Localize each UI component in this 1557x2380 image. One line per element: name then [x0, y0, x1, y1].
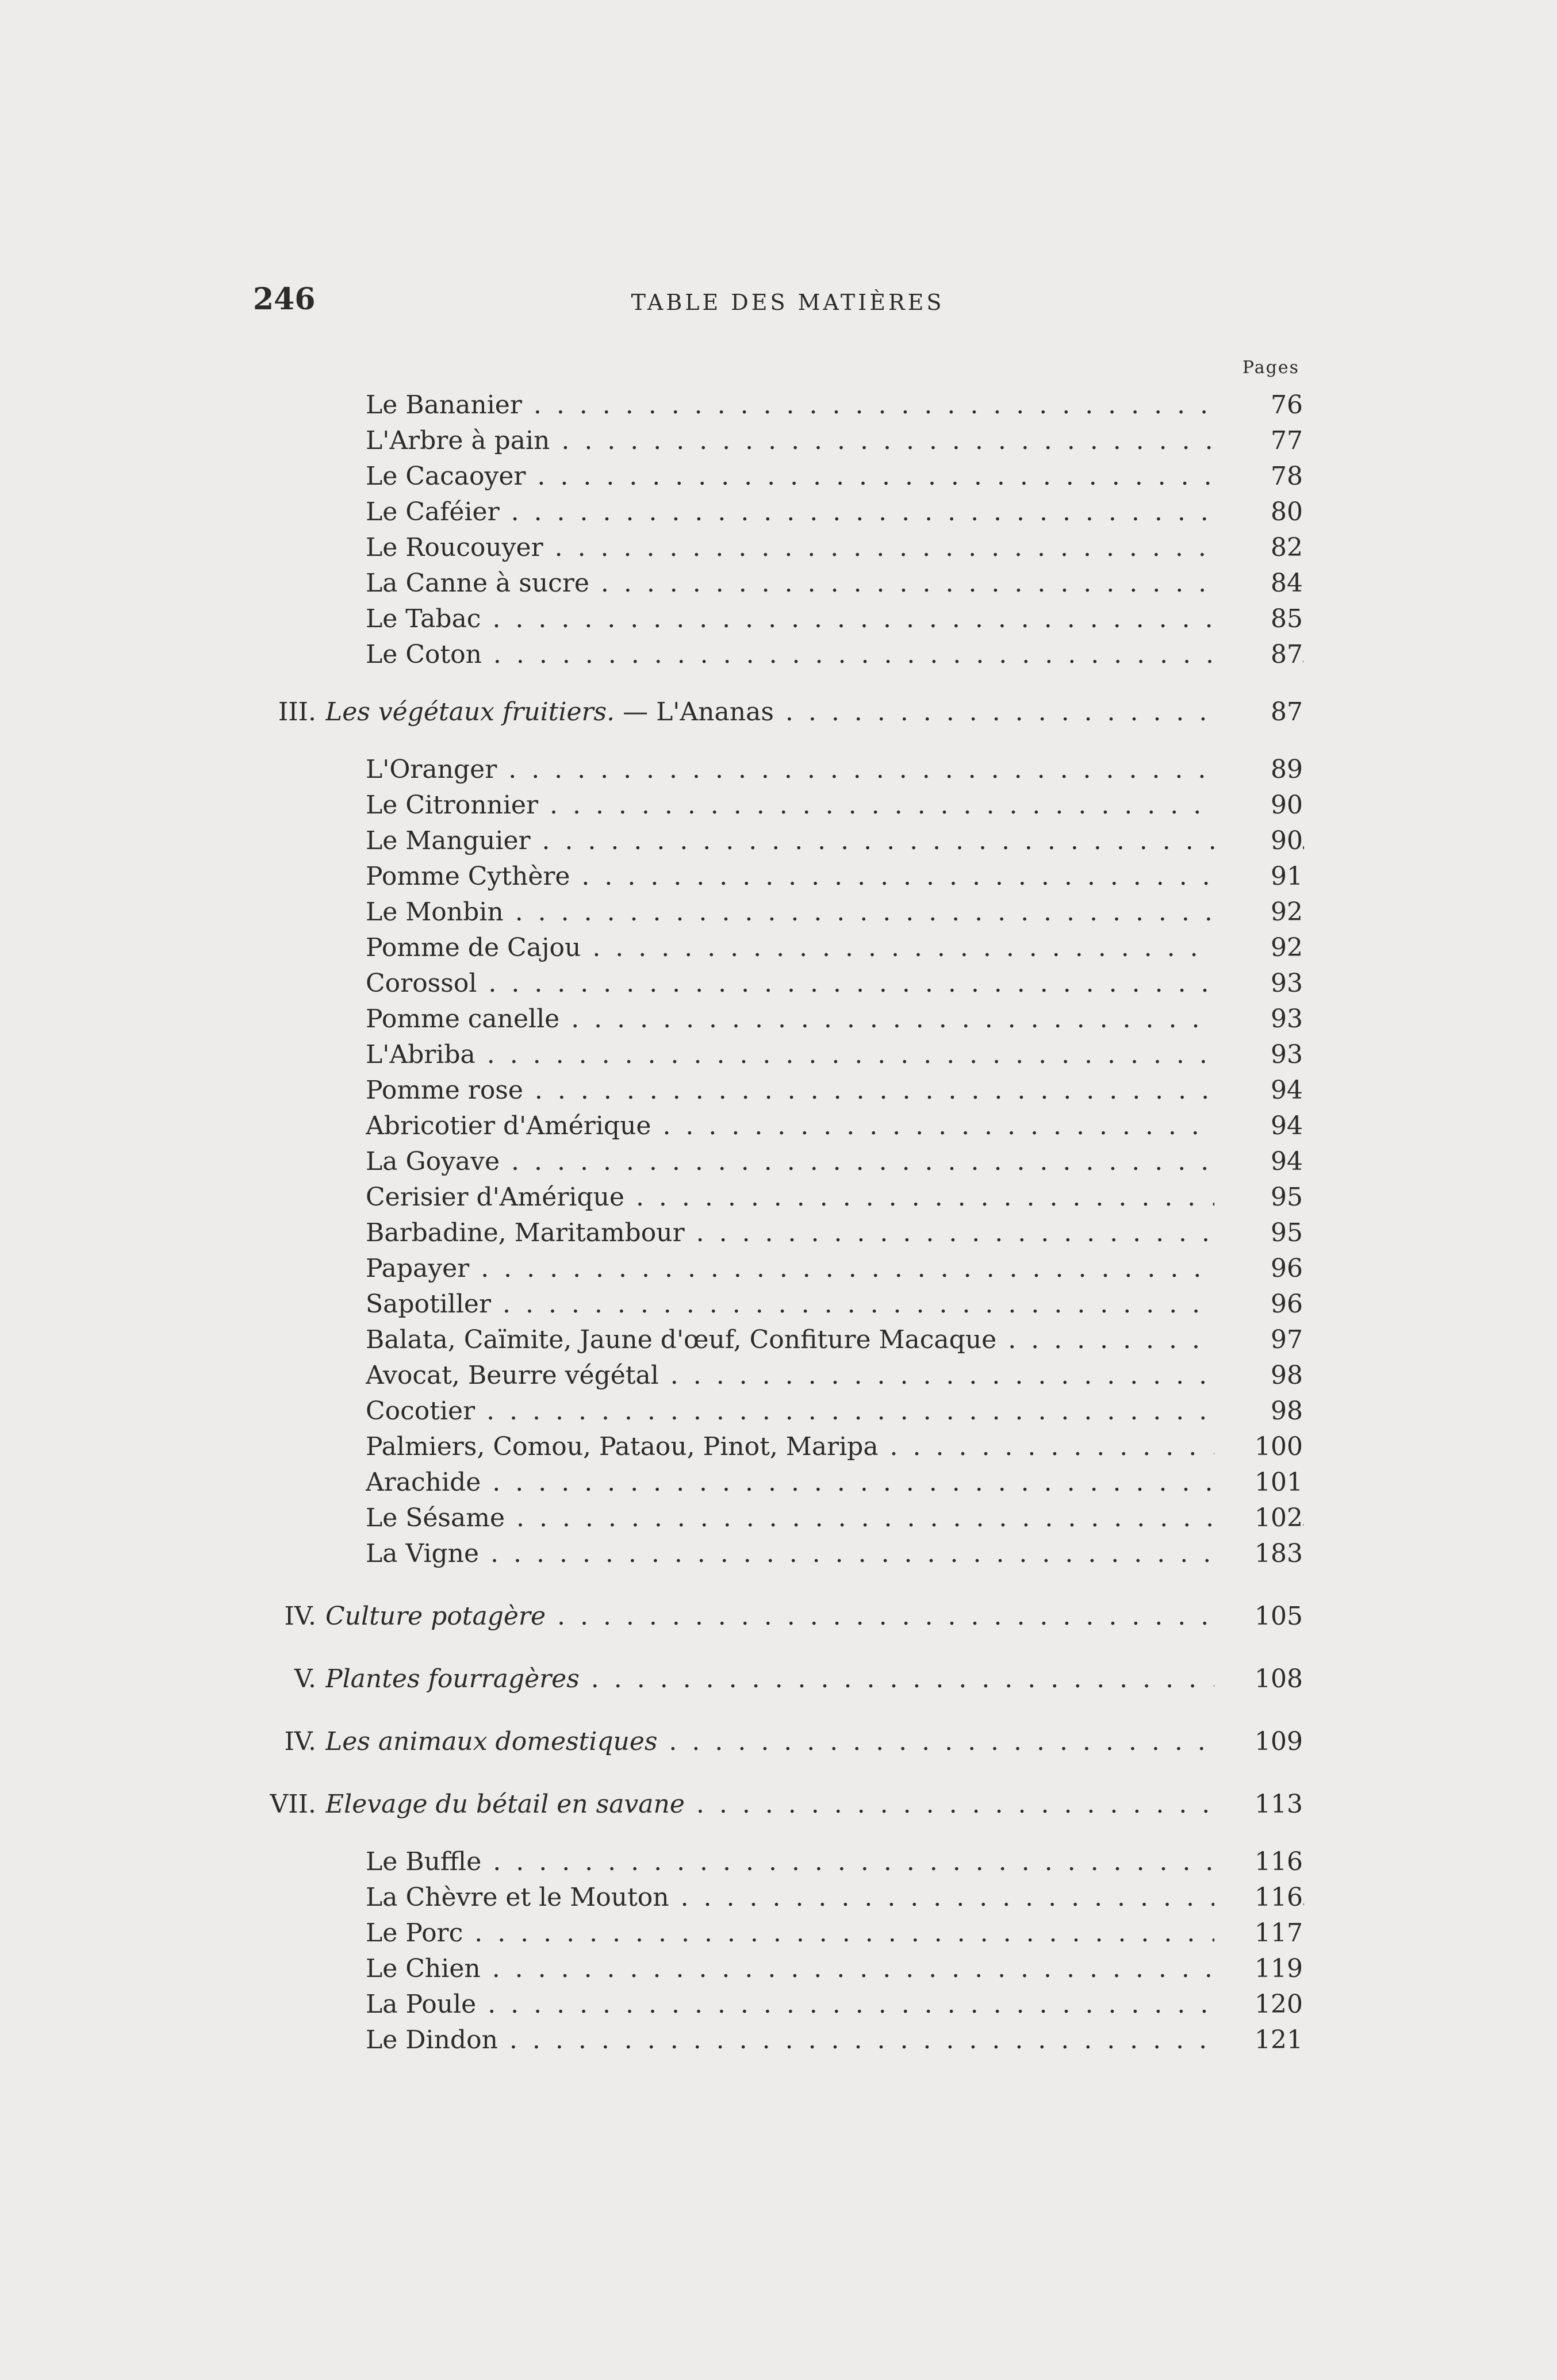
entry-page: 92 [1214, 930, 1303, 966]
section-label [325, 694, 1304, 730]
entry-page: 100 [1214, 1429, 1303, 1465]
page-number: 246 [253, 282, 316, 317]
entry-label: La Canne à sucre . . . [366, 566, 1304, 601]
entry-label: L'Oranger . . . [366, 752, 1304, 788]
toc-section [0, 1787, 1557, 1822]
entry-page: 90 [1214, 788, 1303, 823]
section-number: IV. [284, 1727, 316, 1756]
entry-page: 87 [1214, 637, 1303, 673]
toc-entry [0, 1358, 1557, 1394]
entry-page: 105 [1214, 1599, 1303, 1634]
entry-page: 78 [1214, 459, 1303, 494]
entry-page: 117 [1214, 1915, 1303, 1951]
toc-entry [0, 1844, 1557, 1880]
entry-page: 94 [1214, 1073, 1303, 1108]
toc-section [0, 1661, 1557, 1697]
entry-label: Pomme Cythère . . . [366, 859, 1304, 895]
section-title: Culture potagère [325, 1602, 546, 1631]
toc-entry [0, 1108, 1557, 1144]
toc-entry [0, 1180, 1557, 1215]
entry-label: Pomme de Cajou . . . [366, 930, 1304, 966]
section-label [325, 1787, 1304, 1822]
running-title: TABLE DES MATIÈRES [631, 290, 945, 315]
toc-entry [0, 1536, 1557, 1572]
toc-entry [0, 823, 1557, 859]
entry-label: Avocat, Beurre végétal . . . [366, 1358, 1304, 1394]
entry-label: Corossol . . . [366, 966, 1304, 1001]
entry-label: Le Bananier . . . [366, 387, 1304, 423]
toc-entry [0, 459, 1557, 494]
entry-label: Le Coton . . . [366, 637, 1304, 673]
section-label [325, 1661, 1304, 1697]
entry-label: Pomme canelle . . . [366, 1001, 1304, 1037]
entry-label: Cocotier . . . [366, 1394, 1304, 1429]
entry-page: 80 [1214, 494, 1303, 530]
entry-page: 87 [1214, 694, 1303, 730]
entry-label: Le Dindon . . . [366, 2022, 1304, 2058]
entry-label: Le Caféier . . . [366, 494, 1304, 530]
section-number: VII. [270, 1790, 316, 1819]
entry-label: La Vigne . . . [366, 1536, 1304, 1572]
entry-page: 95 [1214, 1215, 1303, 1251]
toc-entry [0, 1394, 1557, 1429]
toc-entry [0, 1001, 1557, 1037]
entry-page: 84 [1214, 566, 1303, 601]
entry-label: Le Buffle . . . [366, 1844, 1304, 1880]
entry-label: Le Tabac . . . [366, 601, 1304, 637]
section-title: Elevage du bétail en savane [325, 1790, 685, 1819]
entry-label: Le Manguier . . . [366, 823, 1304, 859]
entry-page: 77 [1214, 423, 1303, 459]
page-header [253, 282, 1322, 328]
toc-entry [0, 1322, 1557, 1358]
entry-page: 91 [1214, 859, 1303, 895]
section-subtitle: — L'Ananas [615, 697, 774, 727]
toc-entry [0, 1465, 1557, 1500]
entry-label: Arachide . . . [366, 1465, 1304, 1500]
entry-label: La Goyave . . . [366, 1144, 1304, 1180]
toc-entry [0, 1500, 1557, 1536]
entry-page: 85 [1214, 601, 1303, 637]
section-label [325, 1599, 1304, 1634]
toc-entry [0, 1915, 1557, 1951]
entry-page: 98 [1214, 1358, 1303, 1394]
toc-entry [0, 1037, 1557, 1073]
entry-label: Abricotier d'Amérique . . . [366, 1108, 1304, 1144]
entry-page: 95 [1214, 1180, 1303, 1215]
toc-entry [0, 1215, 1557, 1251]
toc-entry [0, 788, 1557, 823]
entry-page: 116 [1214, 1880, 1303, 1915]
table-of-contents [0, 387, 1557, 2058]
entry-page: 183 [1214, 1536, 1303, 1572]
entry-label: Barbadine, Maritambour . . . [366, 1215, 1304, 1251]
entry-page: 113 [1214, 1787, 1303, 1822]
toc-entry [0, 494, 1557, 530]
entry-page: 119 [1214, 1951, 1303, 1987]
section-label [325, 1724, 1304, 1760]
entry-label: Le Chien . . . [366, 1951, 1304, 1987]
entry-page: 108 [1214, 1661, 1303, 1697]
toc-entry [0, 1951, 1557, 1987]
entry-page: 76 [1214, 387, 1303, 423]
toc-entry [0, 859, 1557, 895]
toc-entry [0, 1073, 1557, 1108]
entry-page: 109 [1214, 1724, 1303, 1760]
entry-page: 92 [1214, 895, 1303, 930]
toc-entry [0, 1144, 1557, 1180]
entry-label: L'Arbre à pain . . . [366, 423, 1304, 459]
entry-label: Papayer . . . [366, 1251, 1304, 1287]
entry-label: Le Citronnier . . . [366, 788, 1304, 823]
entry-label: Le Roucouyer . . . [366, 530, 1304, 566]
entry-page: 97 [1214, 1322, 1303, 1358]
entry-page: 93 [1214, 1001, 1303, 1037]
toc-entry [0, 423, 1557, 459]
section-number: V. [294, 1664, 316, 1694]
toc-entry [0, 2022, 1557, 2058]
section-number: IV. [284, 1602, 316, 1631]
entry-page: 98 [1214, 1394, 1303, 1429]
toc-entry [0, 530, 1557, 566]
toc-entry [0, 1987, 1557, 2022]
pages-column-label: Pages [1242, 358, 1299, 378]
toc-entry [0, 1287, 1557, 1322]
entry-page: 93 [1214, 1037, 1303, 1073]
entry-label: Le Sésame . . . [366, 1500, 1304, 1536]
entry-label: Pomme rose . . . [366, 1073, 1304, 1108]
entry-page: 96 [1214, 1251, 1303, 1287]
entry-page: 94 [1214, 1144, 1303, 1180]
toc-entry [0, 601, 1557, 637]
section-title: Les animaux domestiques [325, 1727, 658, 1756]
entry-page: 116 [1214, 1844, 1303, 1880]
section-title: Les végétaux fruitiers. [325, 697, 615, 727]
entry-label: Cerisier d'Amérique . . . [366, 1180, 1304, 1215]
entry-label: Le Monbin . . . [366, 895, 1304, 930]
entry-page: 121 [1214, 2022, 1303, 2058]
toc-entry [0, 387, 1557, 423]
entry-label: Balata, Caïmite, Jaune d'œuf, Confiture Macaque . . . [366, 1322, 1304, 1358]
toc-entry [0, 566, 1557, 601]
entry-page: 90 [1214, 823, 1303, 859]
entry-page: 94 [1214, 1108, 1303, 1144]
toc-entry [0, 1251, 1557, 1287]
entry-label: Le Porc . . . [366, 1915, 1304, 1951]
toc-entry [0, 895, 1557, 930]
section-title: Plantes fourragères [325, 1664, 580, 1694]
toc-entry [0, 752, 1557, 788]
entry-page: 82 [1214, 530, 1303, 566]
toc-section [0, 1724, 1557, 1760]
entry-page: 96 [1214, 1287, 1303, 1322]
toc-section [0, 1599, 1557, 1634]
entry-page: 89 [1214, 752, 1303, 788]
entry-page: 102 [1214, 1500, 1303, 1536]
toc-entry [0, 1880, 1557, 1915]
entry-page: 93 [1214, 966, 1303, 1001]
toc-entry [0, 1429, 1557, 1465]
entry-label: Palmiers, Comou, Pataou, Pinot, Maripa . . . [366, 1429, 1304, 1465]
entry-label: La Chèvre et le Mouton . . . [366, 1880, 1304, 1915]
toc-entry [0, 637, 1557, 673]
entry-label: Sapotiller . . . [366, 1287, 1304, 1322]
entry-label: L'Abriba . . . [366, 1037, 1304, 1073]
section-number: III. [278, 697, 316, 727]
toc-section [0, 694, 1557, 730]
toc-entry [0, 966, 1557, 1001]
entry-label: Le Cacaoyer . . . [366, 459, 1304, 494]
entry-page: 120 [1214, 1987, 1303, 2022]
entry-label: La Poule . . . [366, 1987, 1304, 2022]
toc-entry [0, 930, 1557, 966]
entry-page: 101 [1214, 1465, 1303, 1500]
